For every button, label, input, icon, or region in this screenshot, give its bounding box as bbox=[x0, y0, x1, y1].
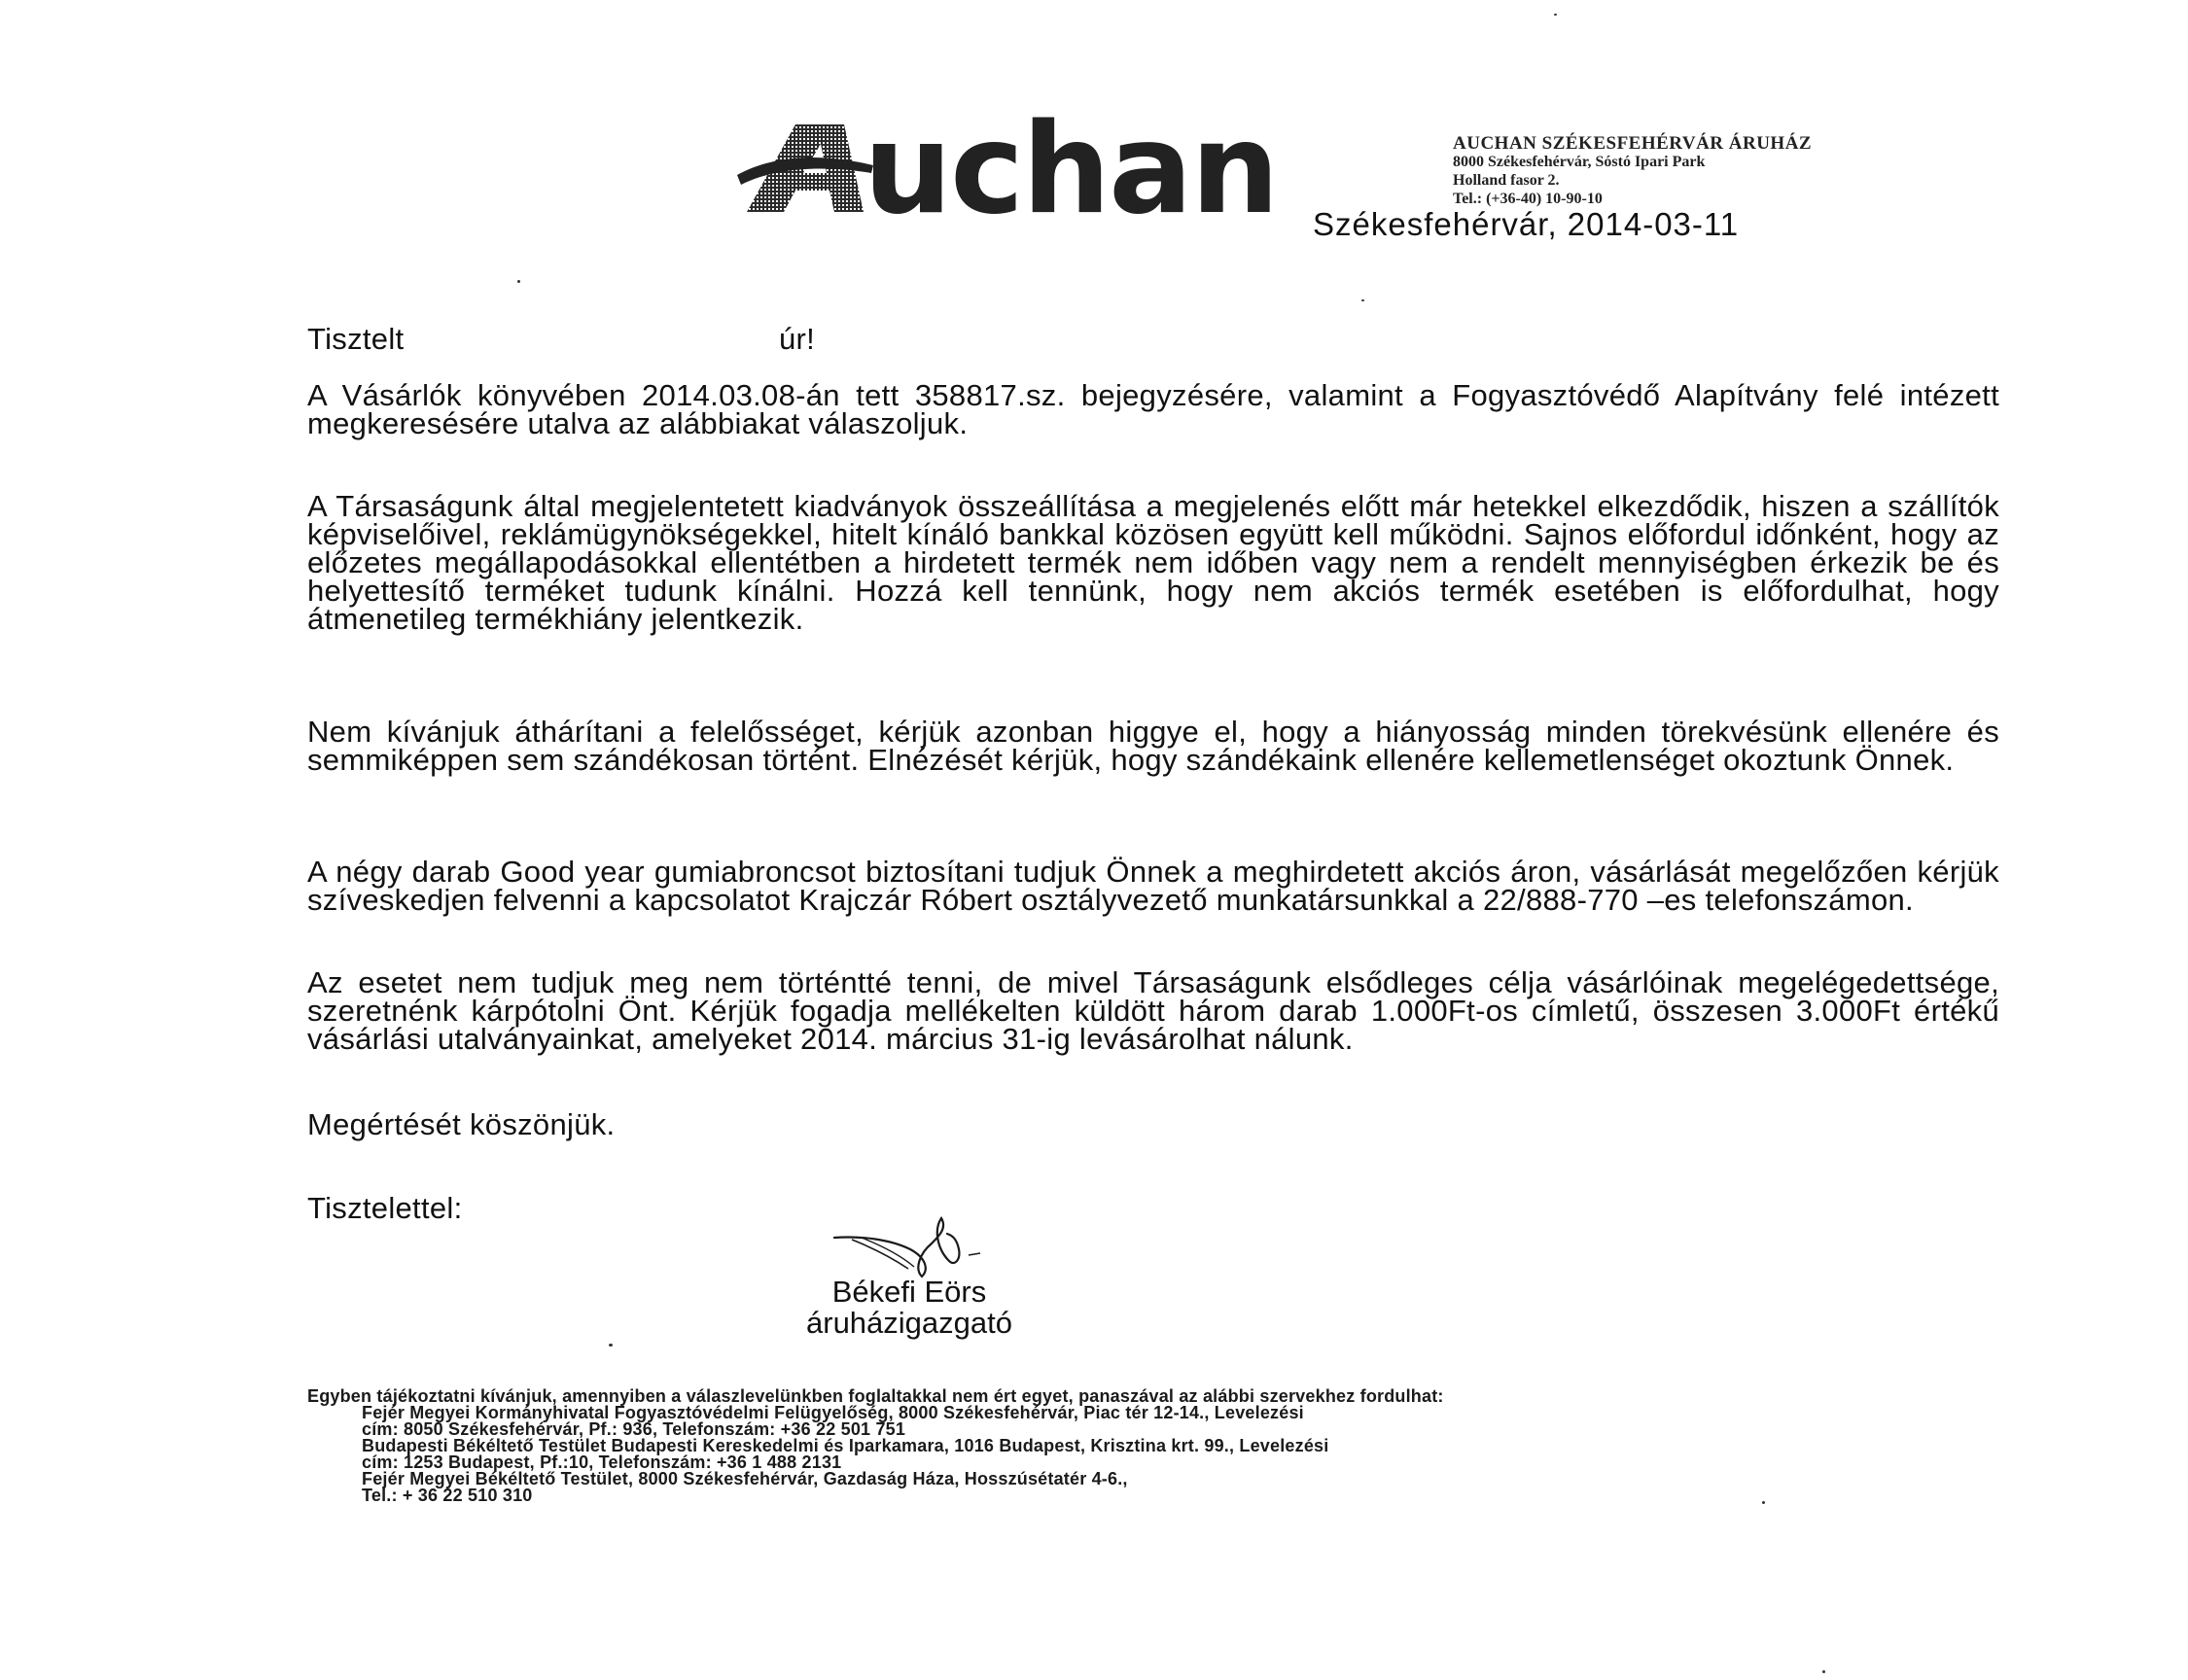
closing-line: Tisztelettel: bbox=[307, 1191, 463, 1225]
signature-icon bbox=[832, 1210, 998, 1283]
auchan-logo bbox=[737, 115, 1379, 224]
scan-speck bbox=[1554, 14, 1557, 16]
footer-intro: Egyben tájékoztatni kívánjuk, amennyiben a válaszlevelünkben foglaltakkal nem ért egyet, panaszával az alábbi szervekhez fordulhat: bbox=[307, 1386, 1444, 1406]
signer-title: áruházigazgató bbox=[806, 1306, 1012, 1340]
footer-line: Fejér Megyei Kormányhivatal Fogyasztóvédelmi Felügyelőség, 8000 Székesfehérvár, Piac tér 12-14., Levelezési bbox=[362, 1403, 1304, 1422]
footer-line: Budapesti Békéltető Testület Budapesti Kereskedelmi és Iparkamara, 1016 Budapest, Krisztina krt. 99., Levelezési bbox=[362, 1436, 1329, 1455]
scan-speck bbox=[1822, 1670, 1825, 1673]
footer-line: cím: 8050 Székesfehérvár, Pf.: 936, Telefonszám: +36 22 501 751 bbox=[362, 1419, 906, 1439]
company-phone: Tel.: (+36-40) 10-90-10 bbox=[1453, 191, 1603, 207]
letter-date: Székesfehérvár, 2014-03-11 bbox=[1313, 206, 1740, 242]
thanks-line: Megértését köszönjük. bbox=[307, 1107, 616, 1141]
complaint-info-footer bbox=[307, 1388, 1999, 1504]
scan-speck bbox=[609, 1344, 613, 1347]
company-name: AUCHAN SZÉKESFEHÉRVÁR ÁRUHÁZ bbox=[1453, 133, 1813, 154]
greeting-start: Tisztelt bbox=[307, 322, 405, 356]
greeting bbox=[307, 322, 1999, 356]
paragraph: A Társaságunk által megjelentetett kiadványok összeállítása a megjelenés előtt már hetekkel elkezdődik, hiszen a szállítók képviselőivel, reklámügynökségekkel, hitelt kínáló bankkal közösen együtt kell működni. Sajnos előfordul időnként, hogy az előzetes megállapodásokkal ellentétben a hirdetett termék nem időben vagy nem a rendelt mennyiségben érkezik be és helyettesítő terméket tudunk kínálni. Hozzá kell tennünk, hogy nem akciós termék esetében is előfordulhat, hogy átmenetileg termékhiány jelentkezik. bbox=[307, 489, 1999, 636]
company-address-line: 8000 Székesfehérvár, Sóstó Ipari Park bbox=[1453, 154, 1706, 170]
signer-name: Békefi Eörs bbox=[831, 1275, 987, 1309]
scan-speck bbox=[1762, 1501, 1765, 1504]
paragraph: Nem kívánjuk áthárítani a felelősséget, kérjük azonban higgye el, hogy a hiányosság minden törekvésünk ellenére és semmiképpen sem szándékosan történt. Elnézését kérjük, hogy szándékaink ellenére kellemetlenséget okoztunk Önnek. bbox=[307, 715, 1999, 777]
scan-speck bbox=[1361, 299, 1364, 301]
scan-speck bbox=[517, 280, 520, 283]
paragraph: Az esetet nem tudjuk meg nem történtté tenni, de mivel Társaságunk elsődleges célja vásárlóinak megelégedettsége, szeretnénk kárpótolni Önt. Kérjük fogadja mellékelten küldött három darab 1.000Ft-os címletű, összesen 3.000Ft értékű vásárlási utalványainkat, amelyeket 2014. március 31-ig levásárolhat nálunk. bbox=[307, 965, 1999, 1056]
footer-line: cím: 1253 Budapest, Pf.:10, Telefonszám: +36 1 488 2131 bbox=[362, 1452, 842, 1472]
company-address bbox=[1453, 134, 2017, 208]
footer-line: Fejér Megyei Békéltető Testület, 8000 Székesfehérvár, Gazdaság Háza, Hosszúsétatér 4-6., bbox=[362, 1469, 1128, 1488]
paragraph: A Vásárlók könyvében 2014.03.08-án tett 358817.sz. bejegyzésére, valamint a Fogyasztóvédő Alapítvány felé intézett megkeresésére utalva az alábbiakat válaszoljuk. bbox=[307, 378, 1999, 440]
footer-line: Tel.: + 36 22 510 310 bbox=[362, 1486, 533, 1505]
logo-wordmark: uchan bbox=[864, 115, 1278, 224]
company-address-line: Holland fasor 2. bbox=[1453, 172, 1560, 189]
auchan-logo-icon bbox=[737, 115, 1379, 224]
paragraph: A négy darab Good year gumiabroncsot biztosítani tudjuk Önnek a meghirdetett akciós áron, vásárlását megelőzően kérjük szíveskedjen felvenni a kapcsolatot Krajczár Róbert osztályvezető munkatársunkkal a 22/888-770 –es telefonszámon. bbox=[307, 855, 1999, 917]
greeting-end: úr! bbox=[779, 322, 816, 356]
